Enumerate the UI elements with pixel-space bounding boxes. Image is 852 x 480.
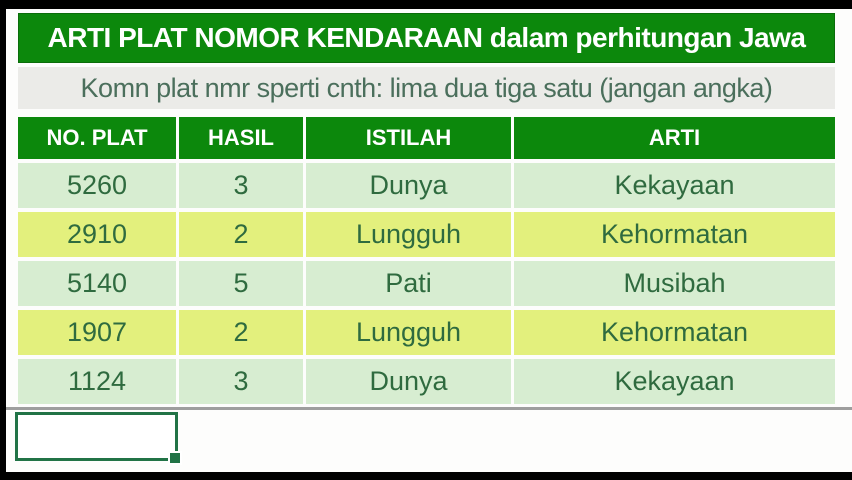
table-cell[interactable]: Kekayaan	[514, 163, 835, 208]
table-cell[interactable]: 1907	[18, 310, 176, 355]
table-cell[interactable]: 5	[179, 261, 303, 306]
letterbox-bottom-bar	[0, 472, 852, 480]
table-cell[interactable]: 2	[179, 212, 303, 257]
fill-handle[interactable]	[168, 451, 182, 465]
header-cell-hasil[interactable]: HASIL	[179, 117, 303, 159]
selected-cell[interactable]	[15, 412, 178, 461]
table-cell[interactable]: Dunya	[306, 359, 511, 404]
table-cell[interactable]: 1124	[18, 359, 176, 404]
table-cell[interactable]: Dunya	[306, 163, 511, 208]
table-cell[interactable]: 3	[179, 359, 303, 404]
table-cell[interactable]: Kehormatan	[514, 310, 835, 355]
header-cell-istilah[interactable]: ISTILAH	[306, 117, 511, 159]
table-cell[interactable]: 2910	[18, 212, 176, 257]
table-cell[interactable]: Musibah	[514, 261, 835, 306]
table-cell[interactable]: 3	[179, 163, 303, 208]
table-cell[interactable]: Lungguh	[306, 310, 511, 355]
table-cell[interactable]: Pati	[306, 261, 511, 306]
row-boundary-line	[0, 407, 852, 410]
letterbox-top-bar	[0, 0, 852, 9]
letterbox-left-bar	[0, 0, 6, 480]
data-table	[18, 117, 835, 404]
table-title-cell[interactable]	[18, 13, 835, 63]
table-cell[interactable]: 5260	[18, 163, 176, 208]
table-cell[interactable]: 2	[179, 310, 303, 355]
table-cell[interactable]: Kehormatan	[514, 212, 835, 257]
header-cell-no-plat[interactable]: NO. PLAT	[18, 117, 176, 159]
table-title: ARTI PLAT NOMOR KENDARAAN dalam perhitungan Jawa	[47, 22, 806, 53]
table-cell[interactable]: Kekayaan	[514, 359, 835, 404]
table-subtitle-cell[interactable]	[18, 67, 835, 109]
table-cell[interactable]: 5140	[18, 261, 176, 306]
table-cell[interactable]: Lungguh	[306, 212, 511, 257]
table-subtitle: Komn plat nmr sperti cnth: lima dua tiga satu (jangan angka)	[80, 72, 773, 103]
header-cell-arti[interactable]: ARTI	[514, 117, 835, 159]
